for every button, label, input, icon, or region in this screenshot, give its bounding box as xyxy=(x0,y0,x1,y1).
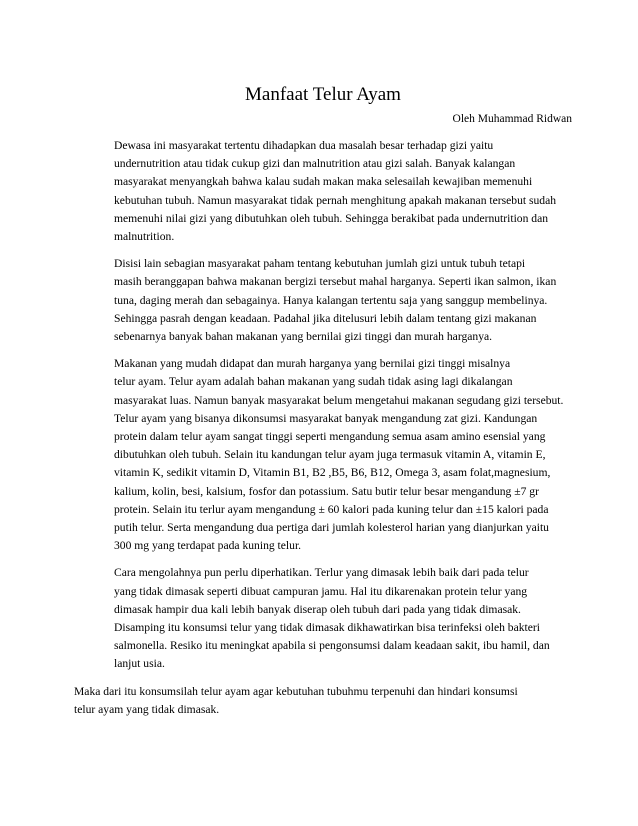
paragraph-2 xyxy=(74,255,572,346)
paragraph-line: tuna, daging merah dan sebagainya. Hanya kalangan tertentu saja yang sanggup membelinya. xyxy=(114,293,548,307)
paragraph-line: malnutrition. xyxy=(114,230,175,244)
paragraph-line: salmonella. Resiko itu meningkat apabila si pengonsumsi dalam keadaan sakit, ibu hamil, dan xyxy=(114,639,550,653)
paragraph-line: masih beranggapan bahwa makanan bergizi tersebut mahal harganya. Seperti ikan salmon, ikan xyxy=(114,275,557,289)
paragraph-line: kebutuhan tubuh. Namun masyarakat tidak pernah menghitung apakah makanan tersebut sudah xyxy=(114,193,557,207)
paragraph-line: yang tidak dimasak seperti dibuat campuran jamu. Hal itu dikarenakan protein telur yang xyxy=(114,584,528,598)
document-body xyxy=(74,137,572,719)
paragraph-4 xyxy=(74,564,572,673)
paragraph-line: 300 mg yang terdapat pada kuning telur. xyxy=(114,539,302,553)
paragraph-5 xyxy=(74,683,572,719)
paragraph-line: Dewasa ini masyarakat tertentu dihadapkan dua masalah besar terhadap gizi yaitu xyxy=(114,139,494,152)
paragraph-line: masyarakat menyangkah bahwa kalau sudah makan maka selesailah kewajiban memenuhi xyxy=(114,175,533,189)
paragraph-line: lanjut usia. xyxy=(114,657,165,671)
paragraph-1 xyxy=(74,137,572,246)
paragraph-line: memenuhi nilai gizi yang dibutuhkan oleh tubuh. Sehingga berakibat pada undernutrition dan xyxy=(114,211,549,225)
document-author: Oleh Muhammad Ridwan xyxy=(452,113,572,125)
paragraph-line: Maka dari itu konsumsilah telur ayam agar kebutuhan tubuhmu terpenuhi dan hindari konsumsi xyxy=(74,684,518,698)
paragraph-line: Disisi lain sebagian masyarakat paham tentang kebutuhan jumlah gizi untuk tubuh tetapi xyxy=(114,257,526,271)
paragraph-line: Sehingga pasrah dengan keadaan. Padahal jika ditelusuri lebih dalam tentang gizi makanan xyxy=(114,311,537,325)
paragraph-line: undernutrition atau tidak cukup gizi dan malnutrition atau gizi salah. Banyak kalangan xyxy=(114,157,516,171)
paragraph-line: protein. Selain itu terlur ayam mengandung ± 60 kalori pada kuning telur dan ±15 kalori pada xyxy=(114,502,549,516)
paragraph-line: Makanan yang mudah didapat dan murah harganya yang bernilai gizi tinggi misalnya xyxy=(114,357,511,371)
paragraph-line: dimasak hampir dua kali lebih banyak diserap oleh tubuh dari pada yang tidak dimasak. xyxy=(114,602,521,616)
paragraph-line: putih telur. Serta mengandung dua pertiga dari jumlah kolesterol harian yang dianjurkan yaitu xyxy=(114,521,549,535)
paragraph-line: kalium, kolin, besi, kalsium, fosfor dan potassium. Satu butir telur besar mengandung ±7 gr xyxy=(114,484,539,498)
paragraph-3 xyxy=(74,355,572,555)
paragraph-line: Cara mengolahnya pun perlu diperhatikan. Terlur yang dimasak lebih baik dari pada telur xyxy=(114,566,529,580)
paragraph-line: protein dalam telur ayam sangat tinggi seperti mengandung semua asam amino esensial yang xyxy=(114,430,546,444)
paragraph-line: sebenarnya banyak bahan makanan yang bernilai gizi tinggi dan murah harganya. xyxy=(114,330,493,344)
paragraph-line: masyarakat luas. Namun banyak masyarakat belum mengetahui makanan segudang gizi tersebut. xyxy=(114,393,564,407)
paragraph-line: telur ayam yang tidak dimasak. xyxy=(74,702,220,716)
paragraph-line: Disamping itu konsumsi telur yang tidak dimasak dikhawatirkan bisa terinfeksi oleh bakteri xyxy=(114,621,540,635)
document-title: Manfaat Telur Ayam xyxy=(245,84,401,105)
paragraph-line: dibutuhkan oleh tubuh. Selain itu kandungan telur ayam juga termasuk vitamin A, vitamin E, xyxy=(114,448,546,462)
paragraph-line: vitamin K, sedikit vitamin D, Vitamin B1, B2 ,B5, B6, B12, Omega 3, asam folat,magnesium, xyxy=(114,466,551,480)
paragraph-line: Telur ayam yang bisanya dikonsumsi masyarakat banyak mengandung zat gizi. Kandungan xyxy=(114,411,538,425)
paragraph-line: telur ayam. Telur ayam adalah bahan makanan yang sudah tidak asing lagi dikalangan xyxy=(114,375,513,389)
